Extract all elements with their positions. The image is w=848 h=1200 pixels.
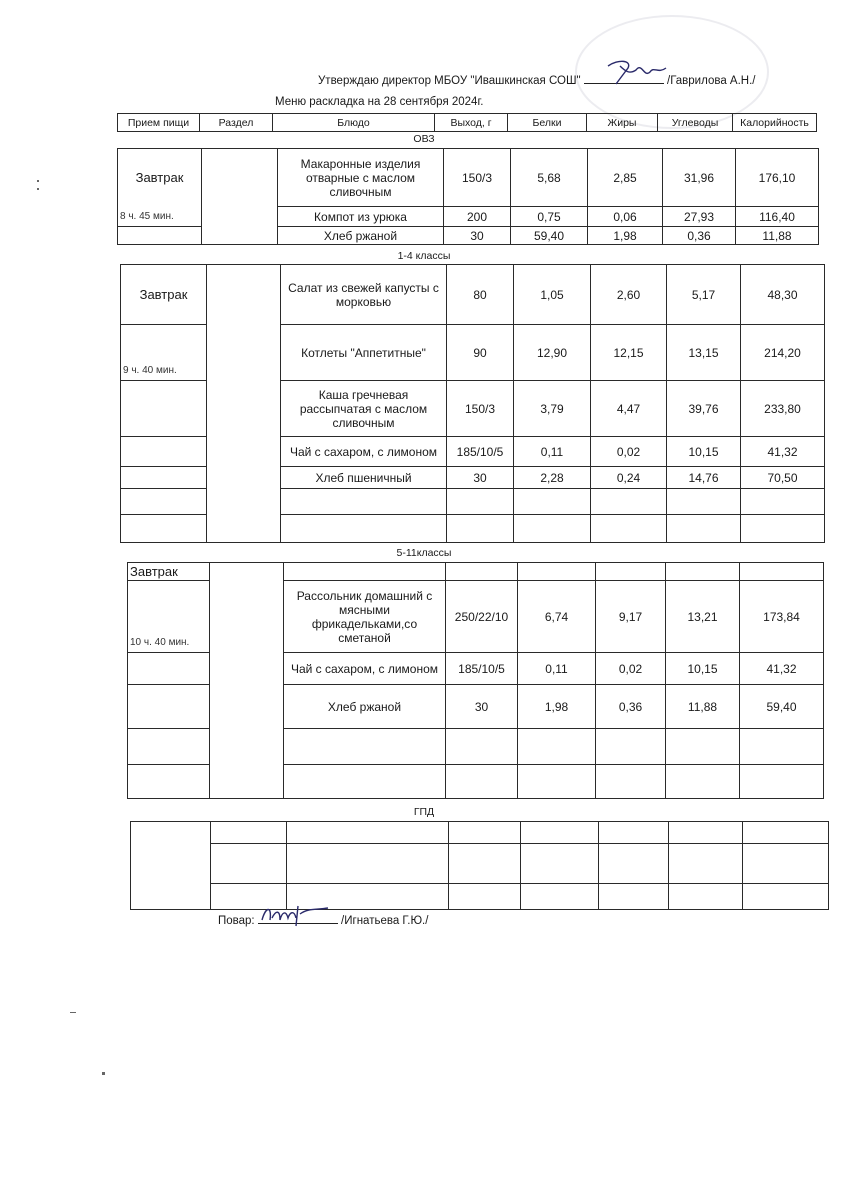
time-cell: 10 ч. 40 мин. [128, 581, 210, 653]
dish-cell: Макаронные изделия отварные с маслом сливочным [278, 149, 444, 207]
meal-cell: Завтрак [121, 265, 207, 325]
dish-cell: Чай с сахаром, с лимоном [281, 437, 447, 467]
output-cell: 30 [444, 227, 511, 245]
output-cell: 90 [447, 325, 514, 381]
approval-line [318, 73, 755, 87]
carbs-cell: 10,15 [666, 653, 740, 685]
cook-signature [258, 900, 338, 930]
protein-cell: 0,11 [518, 653, 596, 685]
output-cell: 150/3 [447, 381, 514, 437]
table-row-empty [131, 884, 829, 910]
section-title-grade1-4: 1-4 классы [397, 250, 451, 262]
fat-cell: 4,47 [591, 381, 667, 437]
carbs-cell: 5,17 [667, 265, 741, 325]
fat-cell: 0,06 [588, 207, 663, 227]
meal-cell: Завтрак [118, 149, 202, 207]
calories-cell: 48,30 [741, 265, 825, 325]
calories-cell: 233,80 [741, 381, 825, 437]
carbs-cell: 11,88 [666, 685, 740, 729]
dish-cell: Компот из урюка [278, 207, 444, 227]
section-title-grade5-11: 5-11классы [396, 547, 452, 559]
fat-cell: 2,85 [588, 149, 663, 207]
protein-cell: 1,98 [518, 685, 596, 729]
col-fat: Жиры [587, 114, 658, 132]
dish-cell: Хлеб ржаной [284, 685, 446, 729]
carbs-cell: 31,96 [663, 149, 736, 207]
fat-cell: 12,15 [591, 325, 667, 381]
calories-cell: 11,88 [736, 227, 819, 245]
calories-cell: 41,32 [740, 653, 824, 685]
calories-cell: 41,32 [741, 437, 825, 467]
calories-cell: 173,84 [740, 581, 824, 653]
col-carbs: Углеводы [658, 114, 733, 132]
scan-speck [102, 1072, 105, 1075]
output-cell: 200 [444, 207, 511, 227]
output-cell: 250/22/10 [446, 581, 518, 653]
fat-cell: 2,60 [591, 265, 667, 325]
output-cell: 80 [447, 265, 514, 325]
dish-cell: Каша гречневая рассыпчатая с маслом сливочным [281, 381, 447, 437]
dish-cell: Салат из свежей капусты с морковью [281, 265, 447, 325]
calories-cell: 70,50 [741, 467, 825, 489]
dish-cell: Хлеб пшеничный [281, 467, 447, 489]
section-title-gpd: ГПД [413, 806, 435, 818]
protein-cell: 0,75 [511, 207, 588, 227]
calories-cell: 214,20 [741, 325, 825, 381]
protein-cell: 0,11 [514, 437, 591, 467]
approver-name: /Гаврилова А.Н./ [667, 75, 756, 87]
dish-cell: Котлеты "Аппетитные" [281, 325, 447, 381]
col-protein: Белки [508, 114, 587, 132]
carbs-cell: 39,76 [667, 381, 741, 437]
gpd-table [130, 821, 829, 910]
fat-cell: 1,98 [588, 227, 663, 245]
cook-name: /Игнатьева Г.Ю./ [341, 915, 429, 927]
ovz-table [117, 148, 819, 245]
scan-speck [70, 1012, 76, 1013]
fat-cell: 9,17 [596, 581, 666, 653]
scan-speck [37, 180, 39, 182]
table-row [128, 563, 824, 581]
output-cell: 150/3 [444, 149, 511, 207]
protein-cell: 1,05 [514, 265, 591, 325]
dish-cell: Чай с сахаром, с лимоном [284, 653, 446, 685]
protein-cell: 6,74 [518, 581, 596, 653]
time-cell: 9 ч. 40 мин. [121, 325, 207, 381]
fat-cell: 0,02 [591, 437, 667, 467]
menu-title: Меню раскладка на 28 сентября 2024г. [275, 96, 484, 108]
fat-cell: 0,36 [596, 685, 666, 729]
carbs-cell: 13,21 [666, 581, 740, 653]
table-row [121, 265, 825, 325]
protein-cell: 5,68 [511, 149, 588, 207]
col-calories: Калорийность [733, 114, 817, 132]
carbs-cell: 13,15 [667, 325, 741, 381]
protein-cell: 2,28 [514, 467, 591, 489]
grade1-4-table [120, 264, 825, 543]
col-meal: Прием пищи [118, 114, 200, 132]
table-row-empty [131, 844, 829, 884]
time-cell: 8 ч. 45 мин. [118, 207, 202, 227]
calories-cell: 176,10 [736, 149, 819, 207]
carbs-cell: 0,36 [663, 227, 736, 245]
carbs-cell: 14,76 [667, 467, 741, 489]
approval-prefix: Утверждаю директор МБОУ "Ивашкинская СОШ" [318, 75, 581, 87]
col-section: Раздел [200, 114, 273, 132]
calories-cell: 116,40 [736, 207, 819, 227]
col-output: Выход, г [435, 114, 508, 132]
cook-label: Повар: [218, 915, 255, 927]
dish-cell: Хлеб ржаной [278, 227, 444, 245]
meal-cell: Завтрак [128, 563, 210, 581]
column-header-table [117, 113, 817, 132]
output-cell: 185/10/5 [446, 653, 518, 685]
protein-cell: 12,90 [514, 325, 591, 381]
carbs-cell: 10,15 [667, 437, 741, 467]
output-cell: 185/10/5 [447, 437, 514, 467]
director-signature [598, 54, 678, 88]
output-cell: 30 [446, 685, 518, 729]
grade5-11-table [127, 562, 824, 799]
dish-cell: Рассольник домашний с мясными фрикадельками,со сметаной [284, 581, 446, 653]
carbs-cell: 27,93 [663, 207, 736, 227]
section-title-ovz: ОВЗ [413, 133, 435, 145]
output-cell: 30 [447, 467, 514, 489]
scan-speck [37, 188, 39, 190]
fat-cell: 0,02 [596, 653, 666, 685]
col-dish: Блюдо [273, 114, 435, 132]
calories-cell: 59,40 [740, 685, 824, 729]
table-row [118, 149, 819, 207]
fat-cell: 0,24 [591, 467, 667, 489]
protein-cell: 3,79 [514, 381, 591, 437]
protein-cell: 59,40 [511, 227, 588, 245]
table-row-empty [131, 822, 829, 844]
